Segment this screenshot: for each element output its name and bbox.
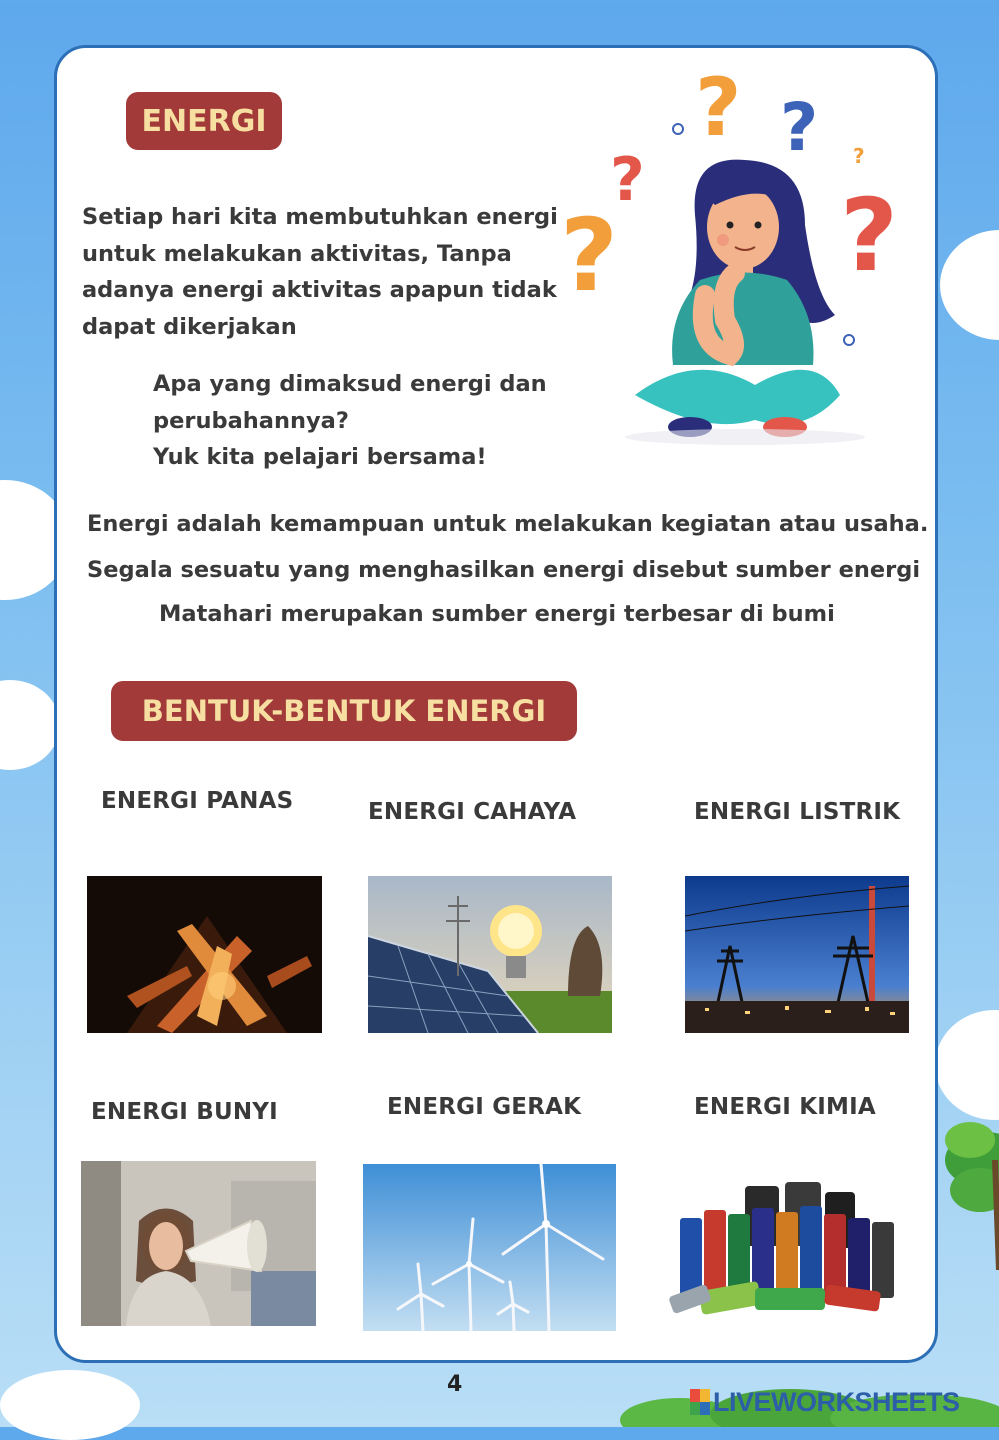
caption-energi-kimia: ENERGI KIMIA [694,1094,876,1120]
liveworksheets-logo-icon [690,1389,710,1415]
page-number: 4 [447,1372,463,1397]
heading-text: ENERGI [141,103,267,139]
cloud-bottom-left [0,1370,140,1440]
intro-line: dapat dikerjakan [82,313,297,340]
question-line: Yuk kita pelajari bersama! [153,444,487,470]
intro-line: Setiap hari kita membutuhkan energi [82,204,558,230]
question-line: Apa yang dimaksud energi dan [153,371,547,397]
svg-text:?: ? [610,145,645,215]
svg-text:?: ? [695,65,742,154]
svg-text:?: ? [840,177,899,294]
section-title-badge [111,681,577,741]
section-title: BENTUK-BENTUK ENERGI [141,694,547,728]
svg-text:?: ? [780,89,819,166]
heading-badge [126,92,282,150]
power-transmission-towers-photo [685,876,909,1033]
definition-line-1: Energi adalah kemampuan untuk melakukan kegiatan atau usaha. [87,511,929,537]
question-paragraph [153,366,573,476]
liveworksheets-brand[interactable] [690,1385,960,1419]
intro-line: untuk melakukan aktivitas, Tanpa [82,240,512,267]
cloud-right-1 [940,230,999,340]
batteries-photo [660,1178,910,1328]
caption-energi-listrik: ENERGI LISTRIK [694,799,901,825]
caption-energi-cahaya: ENERGI CAHAYA [368,799,577,825]
cloud-left-2 [0,680,60,770]
wind-turbines-photo [363,1164,616,1331]
solar-panel-lightbulb-photo [368,876,612,1033]
caption-energi-panas: ENERGI PANAS [101,788,294,814]
caption-energi-bunyi: ENERGI BUNYI [91,1099,278,1125]
svg-text:?: ? [853,144,865,168]
definition-line-3: Matahari merupakan sumber energi terbesar di bumi [159,601,835,627]
caption-energi-gerak: ENERGI GERAK [387,1094,582,1120]
campfire-photo [87,876,322,1033]
brand-text: LIVEWORKSHEETS [713,1386,960,1417]
question-line: perubahannya? [153,407,349,434]
thinking-girl-illustration [555,65,935,455]
woman-megaphone-photo [81,1161,316,1326]
svg-text:?: ? [560,197,619,314]
intro-line: adanya energi aktivitas apapun tidak [82,277,557,303]
definition-line-2: Segala sesuatu yang menghasilkan energi disebut sumber energi [87,557,921,583]
intro-paragraph [82,199,562,345]
cloud-right-2 [935,1010,999,1120]
